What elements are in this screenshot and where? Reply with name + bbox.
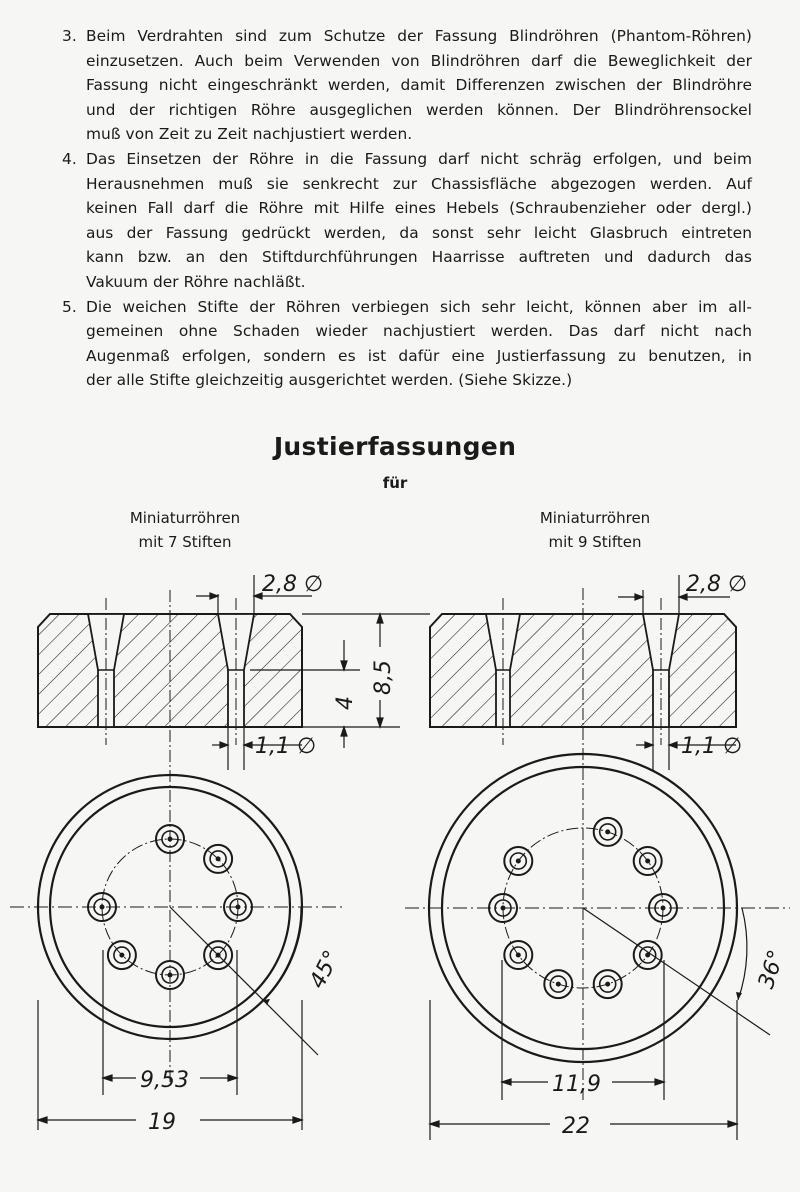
dim-angle-left: 45° [305,946,346,993]
text-line: Fassung nicht eingeschränkt werden, damit Differenzen zwischen der Blindröhre [86,76,752,95]
pin-hole [556,982,561,987]
pin-hole [168,973,173,978]
item-text [86,147,752,295]
dim-depth: 4 [333,696,358,710]
text-line: und der richtigen Röhre ausgeglichen werden können. Der Blindröhrensockel [86,100,752,119]
pin-hole [501,906,506,911]
figure-subtitle: für [382,474,408,492]
dim-hole-top-right: 2,8 ∅ [686,572,748,597]
instruction-3 [62,24,752,147]
text-line: Das Einsetzen der Röhre in die Fassung darf nicht schräg erfolgen, und beim [86,149,752,168]
pin-hole [100,905,105,910]
pin-hole [605,829,610,834]
pin-hole [168,837,173,842]
text-line: keinen Fall darf die Röhre mit Hilfe eines Hebels (Schraubenzieher oder dergl.) [86,199,752,218]
text-line: der alle Stifte gleichzeitig ausgerichtet werden. (Siehe Skizze.) [86,371,573,390]
dim-hole-bottom-right: 1,1 ∅ [681,734,743,759]
instruction-4 [62,147,752,295]
dim-hole-top-left: 2,8 ∅ [262,572,324,597]
text-line: gemeinen ohne Schaden wieder nachjustiert werden. Das darf nicht nach [86,322,752,341]
caption-line: Miniaturröhren [539,509,651,527]
pin-hole [236,905,241,910]
dim-diameter-right: 22 [562,1114,590,1139]
dim-pitch-left: 9,53 [140,1068,189,1093]
item-number: 4. [62,149,77,168]
text-line: Beim Verdrahten sind zum Schutze der Fassung Blindröhren (Phantom-Röhren) [86,27,752,45]
pin-hole [516,859,521,864]
item-text [86,24,752,147]
caption-line: Miniaturröhren [129,509,241,527]
instruction-5 [62,295,752,393]
pin-hole [119,953,124,958]
dim-height: 8,5 [371,660,396,695]
text-line: Die weichen Stifte der Röhren verbiegen sich sehr leicht, können aber im all- [86,297,752,316]
dim-angle-right: 36° [753,947,790,992]
technical-drawing [0,560,800,1192]
pin-hole [645,859,650,864]
left-plan-view [10,775,345,1135]
right-plan-view [405,754,790,1140]
item-number: 5. [62,297,77,316]
pin-hole [661,906,666,911]
text-line: Vakuum der Röhre nachläßt. [86,272,306,291]
dim-hole-bottom-left: 1,1 ∅ [255,734,317,759]
right-caption [475,506,715,554]
item-text [86,295,752,393]
text-line: aus der Fassung gedrückt werden, da sonst sehr leicht Glasbruch eintreten [86,223,752,242]
text-line: einzusetzen. Auch beim Verwenden von Blindröhren darf die Beweglichkeit der [86,51,752,70]
dim-pitch-right: 11,9 [552,1072,601,1097]
left-caption [65,506,305,554]
caption-line: mit 7 Stiften [138,533,232,551]
text-line: Herausnehmen muß sie senkrecht zur Chassisfläche abgezogen werden. Auf [86,174,752,193]
text-line: kann bzw. an den Stiftdurchführungen Haarrisse auftreten und dadurch das [86,248,752,267]
caption-line: mit 9 Stiften [548,533,642,551]
pin-hole [516,953,521,958]
text-line: muß von Zeit zu Zeit nachjustiert werden. [86,125,413,144]
item-number: 3. [62,27,77,45]
instruction-list [62,24,752,393]
figure-title: Justierfassungen [273,432,517,461]
pin-hole [216,856,221,861]
dim-diameter-left: 19 [148,1110,176,1135]
pin-hole [605,982,610,987]
text-line: Augenmaß erfolgen, sondern es ist dafür eine Justierfassung zu benutzen, in [86,346,752,365]
